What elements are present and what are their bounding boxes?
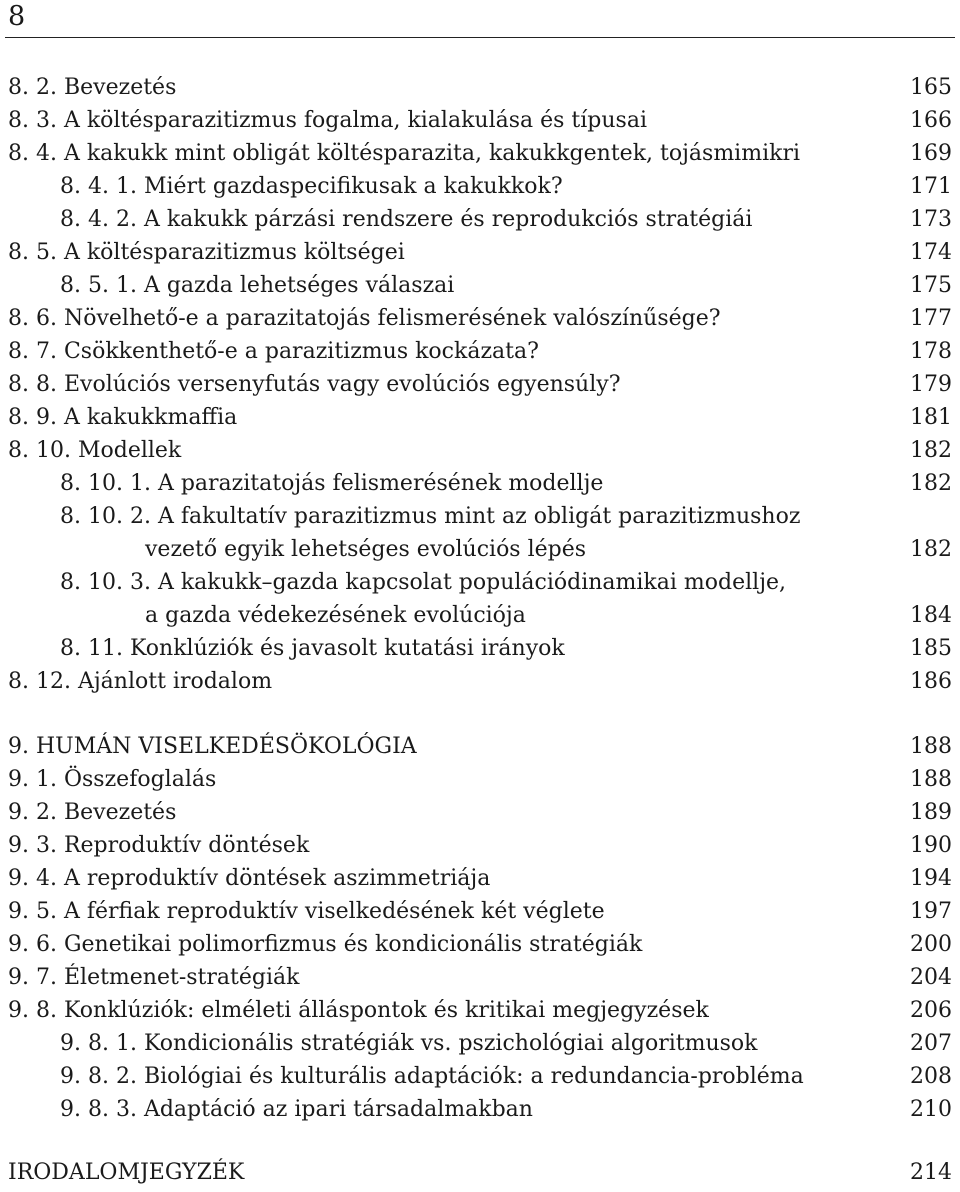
toc-entry — [0, 928, 960, 961]
toc-entry-page: 182 — [910, 537, 952, 562]
toc-entry — [0, 994, 960, 1027]
toc-entry — [0, 434, 960, 467]
toc-entry-page: 200 — [910, 932, 952, 957]
toc-entry-page: 197 — [910, 899, 952, 924]
toc-entry-title: 8. 9. A kakukkmaffia — [8, 405, 238, 430]
toc-entry-page: 186 — [910, 669, 952, 694]
toc-entry-title: 8. 11. Konklúziók és javasolt kutatási irányok — [60, 636, 565, 661]
toc-entry-title: 9. 8. 3. Adaptáció az ipari társadalmakban — [60, 1097, 533, 1122]
toc-entry-page: 165 — [910, 75, 952, 100]
toc-entry-page: 174 — [910, 240, 952, 265]
toc-entry-title: 9. 4. A reproduktív döntések aszimmetriája — [8, 866, 491, 891]
toc-entry — [0, 71, 960, 104]
toc-entry-title: 8. 10. 1. A parazitatojás felismerésének modellje — [60, 471, 604, 496]
toc-entry-page: 204 — [910, 965, 952, 990]
toc-entry — [0, 632, 960, 665]
toc-entry — [0, 500, 960, 533]
toc-entry-title: IRODALOMJEGYZÉK — [8, 1160, 245, 1185]
toc-entry-page: 184 — [910, 603, 952, 628]
toc-entry-title: 9. 3. Reproduktív döntések — [8, 833, 310, 858]
toc-chapter-heading — [0, 1156, 960, 1189]
toc-entry-title: 8. 10. 3. A kakukk–gazda kapcsolat populációdinamikai modellje, — [60, 570, 787, 595]
toc-entry — [0, 335, 960, 368]
toc-entry-page: 179 — [910, 372, 952, 397]
toc-entry-page: 185 — [910, 636, 952, 661]
toc-entry-page: 208 — [910, 1064, 952, 1089]
toc-entry-page: 194 — [910, 866, 952, 891]
toc-entry — [0, 1027, 960, 1060]
toc-entry-title: 8. 2. Bevezetés — [8, 75, 177, 100]
toc-entry — [0, 401, 960, 434]
toc-entry-page: 169 — [910, 141, 952, 166]
toc-entry-title: 8. 4. 2. A kakukk párzási rendszere és reprodukciós stratégiái — [60, 207, 753, 232]
toc-entry — [0, 665, 960, 698]
toc-entry — [0, 467, 960, 500]
toc-entry-title: 9. 8. 2. Biológiai és kulturális adaptációk: a redundancia-probléma — [60, 1064, 804, 1089]
toc-entry — [0, 796, 960, 829]
toc-entry-page: 181 — [910, 405, 952, 430]
toc-entry — [0, 170, 960, 203]
toc-entry-title: 8. 10. 2. A fakultatív parazitizmus mint az obligát parazitizmushoz — [60, 504, 801, 529]
toc-entry-page: 214 — [910, 1160, 952, 1185]
toc-entry-title: 8. 7. Csökkenthető-e a parazitizmus kockázata? — [8, 339, 539, 364]
toc-entry — [0, 104, 960, 137]
toc-entry — [0, 302, 960, 335]
toc-entry-title: 8. 4. A kakukk mint obligát költésparazita, kakukkgentek, tojásmimikri — [8, 141, 800, 166]
toc-entry-page: 182 — [910, 471, 952, 496]
toc-entry — [0, 566, 960, 599]
toc-entry — [0, 862, 960, 895]
toc-entry-title: 8. 12. Ajánlott irodalom — [8, 669, 273, 694]
toc-entry-page: 173 — [910, 207, 952, 232]
toc-entry-page: 171 — [910, 174, 952, 199]
toc-entry-title: 8. 8. Evolúciós versenyfutás vagy evolúciós egyensúly? — [8, 372, 621, 397]
toc-entry-title: 9. 1. Összefoglalás — [8, 767, 217, 792]
toc-entry-page: 190 — [910, 833, 952, 858]
toc-entry — [0, 961, 960, 994]
toc-entry-title: 9. 7. Életmenet-stratégiák — [8, 965, 300, 990]
toc-entry — [0, 269, 960, 302]
toc-entry-page: 189 — [910, 800, 952, 825]
toc-entry-title: 8. 5. A költésparazitizmus költségei — [8, 240, 405, 265]
toc-entry — [0, 203, 960, 236]
toc-entry-title: 8. 3. A költésparazitizmus fogalma, kialakulása és típusai — [8, 108, 647, 133]
toc-chapter-heading — [0, 730, 960, 763]
toc-entry — [0, 763, 960, 796]
toc-entry-title: 9. 8. Konklúziók: elméleti álláspontok és kritikai megjegyzések — [8, 998, 709, 1023]
toc-entry-title: 9. 5. A férfiak reproduktív viselkedésének két véglete — [8, 899, 605, 924]
toc-entry-title: vezető egyik lehetséges evolúciós lépés — [145, 537, 587, 562]
toc-entry-title: 9. 2. Bevezetés — [8, 800, 177, 825]
toc-entry-title: 9. 6. Genetikai polimorfizmus és kondicionális stratégiák — [8, 932, 643, 957]
toc-entry-continuation — [0, 533, 960, 566]
toc-entry-page: 188 — [910, 734, 952, 759]
toc-entry-title: 9. 8. 1. Kondicionális stratégiák vs. pszichológiai algoritmusok — [60, 1031, 758, 1056]
toc-entry — [0, 829, 960, 862]
toc-entry — [0, 895, 960, 928]
toc-entry-page: 178 — [910, 339, 952, 364]
toc-entry-title: 8. 6. Növelhető-e a parazitatojás felismerésének valószínűsége? — [8, 306, 721, 331]
toc-entry-page: 175 — [910, 273, 952, 298]
toc-entry-title: 8. 10. Modellek — [8, 438, 182, 463]
toc-entry — [0, 137, 960, 170]
toc-entry — [0, 368, 960, 401]
toc-entry — [0, 1060, 960, 1093]
toc-entry-page: 207 — [910, 1031, 952, 1056]
toc-entry-page: 188 — [910, 767, 952, 792]
toc-entry-title: 9. HUMÁN VISELKEDÉSÖKOLÓGIA — [8, 734, 417, 759]
toc-entry — [0, 1093, 960, 1126]
toc-entry-page: 210 — [910, 1097, 952, 1122]
toc-entry-continuation — [0, 599, 960, 632]
toc-entry-title: a gazda védekezésének evolúciója — [145, 603, 526, 628]
toc-entry-title: 8. 4. 1. Miért gazdaspecifikusak a kakukkok? — [60, 174, 563, 199]
toc-entry-page: 166 — [910, 108, 952, 133]
toc-entry-page: 182 — [910, 438, 952, 463]
toc-entry — [0, 236, 960, 269]
toc-entry-page: 206 — [910, 998, 952, 1023]
toc-entry-page: 177 — [910, 306, 952, 331]
page-number: 8 — [8, 1, 26, 32]
toc-entry-title: 8. 5. 1. A gazda lehetséges válaszai — [60, 273, 455, 298]
